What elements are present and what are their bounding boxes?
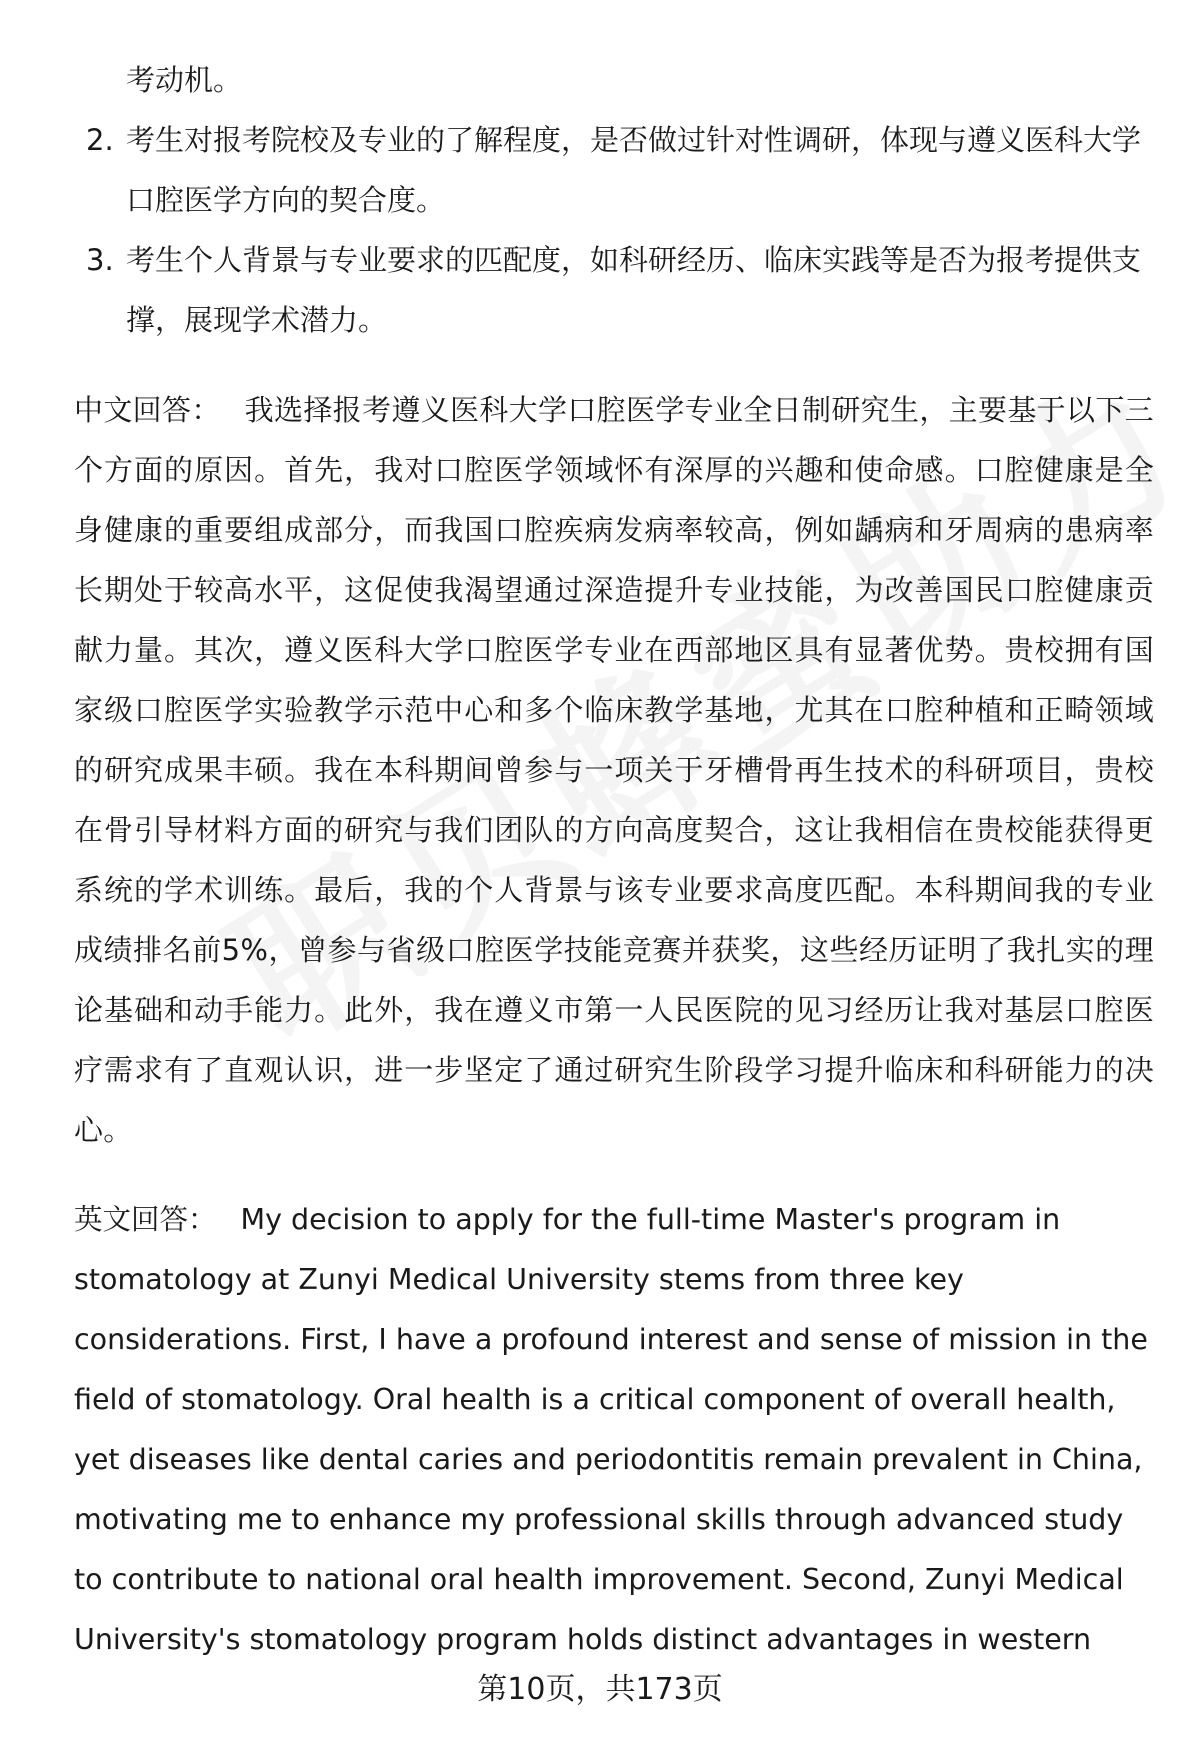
page-number-footer: 第10页，共173页 (477, 1672, 723, 1707)
criterion-text: 考生对报考院校及专业的了解程度，是否做过针对性调研，体现与遵义医科大学口腔医学方向的契合度。 (126, 123, 1142, 217)
criterion-text: 考生个人背景与专业要求的匹配度，如科研经历、临床实践等是否为报考提供支撑，展现学术潜力。 (126, 243, 1142, 337)
page-content (74, 50, 1154, 1670)
english-answer-paragraph (74, 1190, 1154, 1670)
criterion-item (74, 230, 1154, 350)
english-answer-text: My decision to apply for the full-time Master's program in stomatology at Zunyi Medical University stems from three key considerations. First, I have a profound interest and sense of mission in the field of stomatology. Oral health is a critical component of overall health, yet diseases like dental caries and periodontitis remain prevalent in China, motivating me to enhance my professional skills through advanced study to contribute to national oral health improvement. Second, Zunyi Medical University's stomatology program holds distinct advantages in western (74, 1203, 1148, 1656)
criterion-item (74, 110, 1154, 230)
criterion-number: 3. (86, 243, 114, 277)
chinese-answer-label: 中文回答： (74, 393, 221, 427)
continued-criterion-text: 考动机。 (126, 63, 243, 97)
english-answer-label: 英文回答： (74, 1203, 217, 1236)
chinese-answer-paragraph (74, 380, 1154, 1160)
chinese-answer-text: 我选择报考遵义医科大学口腔医学专业全日制研究生，主要基于以下三个方面的原因。首先，我对口腔医学领域怀有深厚的兴趣和使命感。口腔健康是全身健康的重要组成部分，而我国口腔疾病发病率较高，例如龋病和牙周病的患病率长期处于较高水平，这促使我渴望通过深造提升专业技能，为改善国民口腔健康贡献力量。其次，遵义医科大学口腔医学专业在西部地区具有显著优势。贵校拥有国家级口腔医学实验教学示范中心和多个临床教学基地，尤其在口腔种植和正畸领域的研究成果丰硕。我在本科期间曾参与一项关于牙槽骨再生技术的科研项目，贵校在骨引导材料方面的研究与我们团队的方向高度契合，这让我相信在贵校能获得更系统的学术训练。最后，我的个人背景与该专业要求高度匹配。本科期间我的专业成绩排名前5%，曾参与省级口腔医学技能竞赛并获奖，这些经历证明了我扎实的理论基础和动手能力。此外，我在遵义市第一人民医院的见习经历让我对基层口腔医疗需求有了直观认识，进一步坚定了通过研究生阶段学习提升临床和科研能力的决心。 (74, 393, 1154, 1147)
criterion-number: 2. (86, 123, 114, 157)
criteria-list (74, 110, 1154, 350)
